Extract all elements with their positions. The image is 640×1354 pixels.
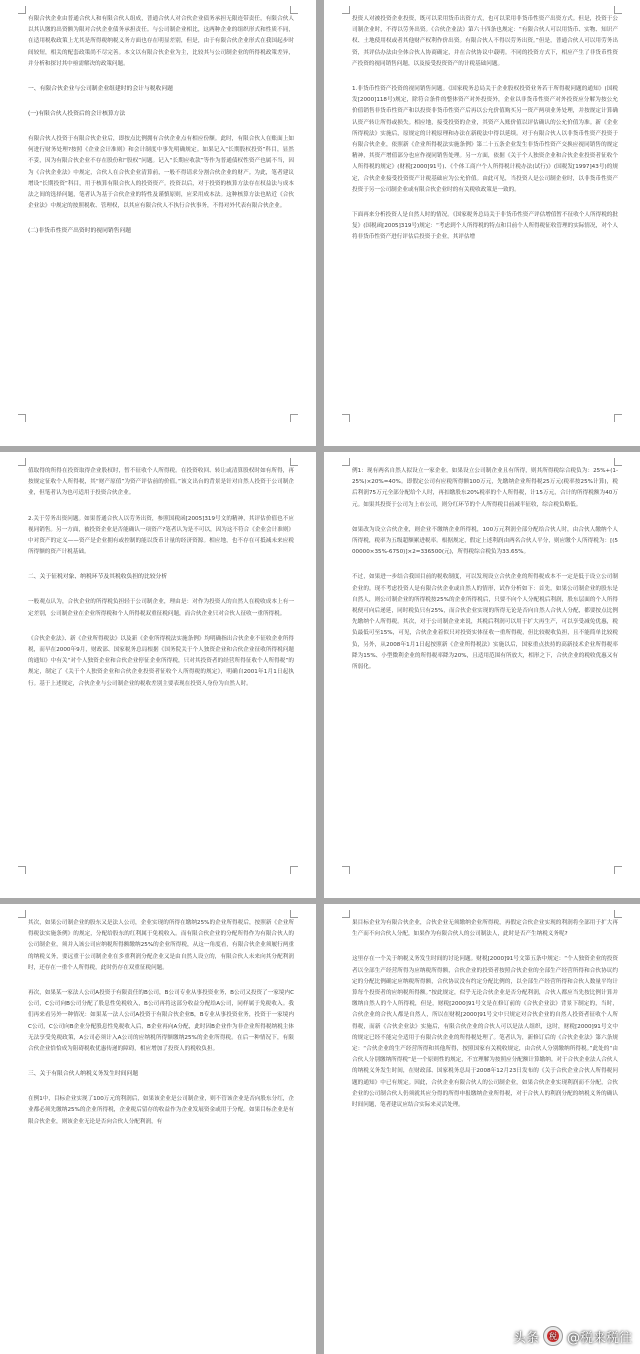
subsection-heading: (一)有限合伙人投资后的会计核算方法 — [28, 111, 126, 118]
paragraph: 投资人对被投资企业投资，既可以采用货币出资方式，也可以采用非货币性资产出资方式。但是，投资于公司制企业时，不得以劳务出资。《合伙企业法》第六十四条也规定：“有限合伙人可以用货币、实物、知识产权、土地使用权或者其他财产权利作价出资。有限合伙人不得以劳务出资。”但是，普通合伙人可以用劳务出资，其评估办法由全体合伙人协商确定，并在合伙协议中载明。不同的投资方式下，相应产生了非货币性资产投资的视同销售问题，以及接受投资资产的计税基础问题。 — [352, 16, 618, 67]
paragraph: 其次，如果公司制企业的股东又是法人公司，企业实现的所得在缴纳25%的企业所得税后，按照新《企业所得税法实施条例》的规定，分配给股东的红利属于免税收入。而有限合伙企业的分配所得作为有限合伙人的公司制企业，须并入该公司应纳税所得额缴纳25%的企业所得税，从这一角度看，有限合伙企业须履行两重的纳税义务，要远重于公司制企业在多重利润分配企业又是由自然人设立的，有限合伙人未来向其分配利润时，还存在一重个人所得税，此时仍存在双重征税问题。 — [28, 920, 294, 971]
crop-mark — [614, 6, 622, 14]
crop-mark — [342, 6, 350, 14]
paragraph: 2.关于劳务出资问题。如果普通合伙人以劳务出资，参照国税函[2005]319号文的精神，其评估价值也不应视同销售。另一方面，被投资企业是否能确认一项资产?笔者认为是不可以，因为这不符合《企业会计准则》中对资产的定义——资产是企业拥有或控制的能以货币计量的经济资源。相应地，也不存在可抵减未来应税所得额的资产计税基础。 — [28, 515, 294, 556]
crop-mark — [614, 866, 622, 874]
paragraph: 例1：现有两名自然人拟设立一家企业，如果设立公司制企业且有所得，则其所得税综合税负为：25%+(1-25%)×20%=40%。即假定公司有应税所得额100万元，先缴纳企业所得税25万元(税率按25%计算)，税后利润75万元全部分配给个人时，再扣缴股东20%税率的个人所得税，计15万元，合计的所得税额为40万元。如果其投资于公司为上市公司，则分红环节的个人所得税目前减半征收，综合税负略低。 — [352, 468, 618, 508]
crop-mark — [18, 6, 26, 14]
subsection-heading: (二)非货币性资产出资时的视同销售问题 — [28, 228, 132, 235]
crop-mark — [342, 910, 350, 918]
watermark-platform: 头条 — [512, 1330, 539, 1346]
crop-mark — [18, 866, 26, 874]
paragraph: 《合伙企业法》、新《企业所得税法》以及新《企业所得税法实施条例》均明确指出合伙企业不征收企业所得税，而早在2000年9月，财政部、国家税务总局根据《国务院关于个人独资企业和合伙企业征收所得税问题的通知》中有关“对个人独资企业和合伙企业停征企业所得税，只对其投资者的经营所得征收个人所得税”的规定，制定了《关于个人独资企业和合伙企业投资者征收个人所得税的规定》，明确自2001年1月1日起执行。基于上述规定，合伙企业与公司制企业的税收差别主要表现在投资人身份为自然人时。 — [28, 635, 294, 687]
paragraph: 不过，如果进一步结合我国目前的税收制度，可以发现设立合伙企业的所得税成本不一定是低于设立公司制企业的。现不考虑投资人是有限合伙企业或自然人的情形，试作分析如下：首先，如果公司制企业的股东是自然人，则公司制企业的所得税按25%的企业所得税后，只要不向个人分配税后利润，股东层面的个人所得税便可向后递延，同时税负只有25%，而合伙企业实现的所得无论是否向自然人合伙人分配，都要按点比例先缴纳个人所得税。其次，对于公司制企业来说，其税后利润可以用于扩大再生产，可以享受减免优惠，税负最低可至15%，可见，合伙企业着似只对投资实体征收一重所得税，但比较税收负担，且不能简单比较税负，另外，从2008年1月1日起按照新《企业所得税法》实施以后，国家重点扶持的高新技术企业所得税率降为15%、小型微利企业的所得税率降为20%，且适用范围有所放大，相形之下，合伙企业的税收优惠又有所弱化。 — [352, 574, 618, 671]
crop-mark — [342, 458, 350, 466]
paragraph: 有限合伙企业由普通合伙人和有限合伙人组成，普通合伙人对合伙企业债务承担无限连带责任，有限合伙人以其认缴的出资额为限对合伙企业债务承担责任。与公司制企业相比，这两种企业的组织形式和性质不同，在适用税收政策上尤其是所得税纳税义务方面也存在明显差别，但是，由于有限合伙企业形式在我国起步时间较短，相关的配套政策尚不尽完善。本文以有限合伙企业为主，比较其与公司制企业的所得税政策差异，并分析和探讨其中亟需解决的政策问题。 — [28, 16, 294, 67]
crop-mark — [18, 910, 26, 918]
tax-seal-icon — [543, 1326, 563, 1346]
document-page-6 — [324, 904, 640, 1354]
paragraph: 1.非货币性资产投资的视同销售问题。《国家税务总局关于企业股权投资业务若干所得税问题的通知》(国税发[2000]118号)规定，除符合条件的整体资产对外投资外，企业以非货币性资产对外投资应分解为按公允价值销售非货币性资产和以投资非货币性资产后再以公允价值购买另一资产两项业务处理，并按规定计算确认资产转让所得或损失。相应地，接受投资的企业，其资产入账价值以评估确认的公允价值为准。新《企业所得税法》实施后，原规定的计税原理和办法在新税法中得以延续。对于有限合伙人以非货币性资产投资于有限合伙企业，依照新《企业所得税法实施条例》第二十五条企业发生非货币性资产交换应视同销售的规定精神，其资产增值部分也应作视同销售处理。另一方面，依据《关于个人独资企业和合伙企业投资者征收个人所得税的规定》(财税[2000]91号)、《个体工商户个人所得税计税办法(试行)》(国税发[1997]43号)的规定，合伙企业接受投资资产计税基础应为公允价值。由此可见，当投资人是公司制企业时，以非货币性资产投资于另一公司制企业或有限合伙企业时的有关税收政策是一致的。 — [352, 86, 618, 193]
paragraph: 有限合伙人投资于有限合伙企业后，即按点比例拥有合伙企业点有相应份额。此时，有限合伙人在账面上如何进行财务处理?按照《企业会计准则》和会计制度中事先明确规定。如果记入“长期股权投资”科目，显然不妥，因为有限合伙企业不存在股份和“股权”问题。记入“长期应收款”等作为普通债权性资产也属不当，因为《合伙企业法》中规定，合伙人在合伙企业清算前，一般不得请求分割合伙企业的财产。为此，笔者建议增设“长期投资”科目，用于核算有限合伙人的投资资产。投资以后，对于投资的核算方法存在权益法与成本法之间的选择问题，笔者认为基于合伙企业的特性及谨慎原则，应采用成本法。这种核算方法也贴近《合伙企业法》中规定的按照税收、管理权，以其应有限合伙人不执行合伙事务，不得对外代表有限合伙企业。 — [28, 136, 294, 210]
document-page-3 — [0, 452, 316, 898]
crop-mark — [290, 458, 298, 466]
watermark-account: @税来税往 — [566, 1330, 632, 1346]
paragraph: 下面再来分析投资人是自然人时的情况。《国家税务总局关于非货币性资产评估增值暂不征收个人所得税的批复》(国税函[2005]319号)规定：“考虑到个人所得税的特点和目前个人所得税征收管理的实际情况，对个人将非货币性资产进行评估后投资于企业，其评估增 — [352, 212, 618, 241]
crop-mark — [290, 866, 298, 874]
crop-mark — [614, 414, 622, 422]
document-page-1 — [0, 0, 316, 446]
crop-mark — [18, 414, 26, 422]
document-page-5 — [0, 904, 316, 1354]
paragraph: 这里存在一个关于纳税义务发生时间的讨论问题。财税[2000]91号文第五条中规定：“个人独资企业的投资者以全部生产经营所得为应纳税所得额，合伙企业的投资者按照合伙企业的全部生产经营所得和合伙协议约定的分配比例确定应纳税所得额，合伙协议没有约定分配比例的，以全部生产经营所得和合伙人数量平均计算每个投资者的应纳税所得额。”按此规定，似乎无论合伙企业是否分配利润，合伙人都应当先按比例计算并缴纳自然人的个人所得税，但是，财税[2000]91号文是在修订前的《合伙企业法》背景下制定的，当时，合伙企业的合伙人都是自然人，所以在财税[2000]91号文中只规定对合伙企业的自然人投资者征收个人所得税，而新《合伙企业法》实施后，有限合伙企业的合伙人可以是法人组织，这时，财税[2000]91号文中的规定已经不能完全适用于有限合伙企业的所得税处理了。笔者认为，新修订后的《合伙企业法》第六条规定：“合伙企业的生产经营所得和其他所得，按照国家有关税收规定，由合伙人分别缴纳所得税。”此处的“由合伙人分别缴纳所得税”是一个原则性的规定，不宜理解为按照应分配额计算缴纳。对于合伙企业法人合伙人的纳税义务发生时间，在财政部、国家税务总局于2008年12月23日发布的《关于合伙企业合伙人所得税问题的通知》中已有规定。因此，合伙企业有限合伙人的公司制企业，如果合伙企业实现利润而不分配，合伙企业的公司制合伙人仍须就其应分得的所得申报缴纳企业所得税，对于合伙人的利润分配的纳税义务的确认时间问题，笔者建议应结合实际来灵活处理。 — [352, 956, 618, 1109]
crop-mark — [290, 414, 298, 422]
document-page-2 — [324, 0, 640, 446]
crop-mark — [290, 6, 298, 14]
section-heading: 三、关于有限合伙人纳税义务发生时间问题 — [28, 1071, 139, 1078]
crop-mark — [342, 414, 350, 422]
paragraph: 如果改为设立合伙企业，则企业不缴纳企业所得税，100万元利润全部分配给合伙人时，由合伙人缴纳个人所得税，税率为五级超额累进税率。根据规定，假定上述利润由两名合伙人平分，则应缴个人所得税为：[(500000×35%-6750)]×2=336500(元)，所得税综合税负为33.65%。 — [352, 526, 618, 556]
paragraph: 果目标企业为有限合伙企业，合伙企业无须缴纳企业所得税，再假定合伙企业实现的利润将全部用于扩大再生产而不向合伙人分配，如果作为有限合伙人的公司制法人，此时是否产生纳税义务呢? — [352, 920, 618, 938]
document-page-4 — [324, 452, 640, 898]
crop-mark — [290, 910, 298, 918]
paragraph: 再次，如果某一家法人公司A投资于有限责任的B公司，B公司专业从事投资业务，B公司又投资了一家境内C公司，C公司向B公司分配了股息性免税收入，B公司再将这部分收益分配给A公司，同样属于免税收入。我们再来看另外一种情况：如果某一法人公司A投资于有限合伙企业B，B专业从事投资业务，投资于一家境内C公司，C公司向B企业分配股息性免税收入后，B企业再向A分配，此时因B企业作为非企业所得税纳税主体无法享受免税政策，A公司必须计入A公司的应纳税所得额缴纳25%的企业所得税。在后一种情况下，有限合伙企业恰恰成为阻碍税收优惠传递的障碍，相应增加了投资人的税收负担。 — [28, 990, 294, 1053]
paragraph: 值取得的所得在投资取得企业股权时，暂不征收个人所得税。在投资收回、转让或清算股权时如有所得，再按规定征收个人所得税，其“财产原值”为资产评估前的价值。”该文出台的背景是针对自然人投资于公司制企业，但笔者认为也可适用于投资合伙企业。 — [28, 468, 294, 497]
section-heading: 一、有限合伙企业与公司制企业组建时的会计与税收问题 — [28, 86, 173, 93]
crop-mark — [614, 910, 622, 918]
crop-mark — [342, 866, 350, 874]
svg-text:税: 税 — [548, 1332, 557, 1341]
paragraph: 在例1中，目标企业实现了100万元的利润后，如果该企业是公司制企业，则不管该企业是否向股东分红，企业都必须先缴纳25%的企业所得税，企业税后留存的收益作为企业发展资金或用于分配。如果目标企业是有限合伙企业，则该企业无论是否向合伙人分配利润，有 — [28, 1096, 294, 1125]
section-heading: 二、关于征税对象、纳税环节及其税收负担的比较分析 — [28, 574, 168, 581]
source-watermark — [513, 1326, 632, 1346]
crop-mark — [18, 458, 26, 466]
paragraph: 一般观点认为，合伙企业的所得税负担轻于公司制企业，理由是：对作为投资人的自然人在税收成本上有一定差别，公司制企业在企业所得税和个人所得税双重征税问题，而合伙企业只对合伙人征收一重所得税。 — [28, 599, 294, 617]
crop-mark — [614, 458, 622, 466]
